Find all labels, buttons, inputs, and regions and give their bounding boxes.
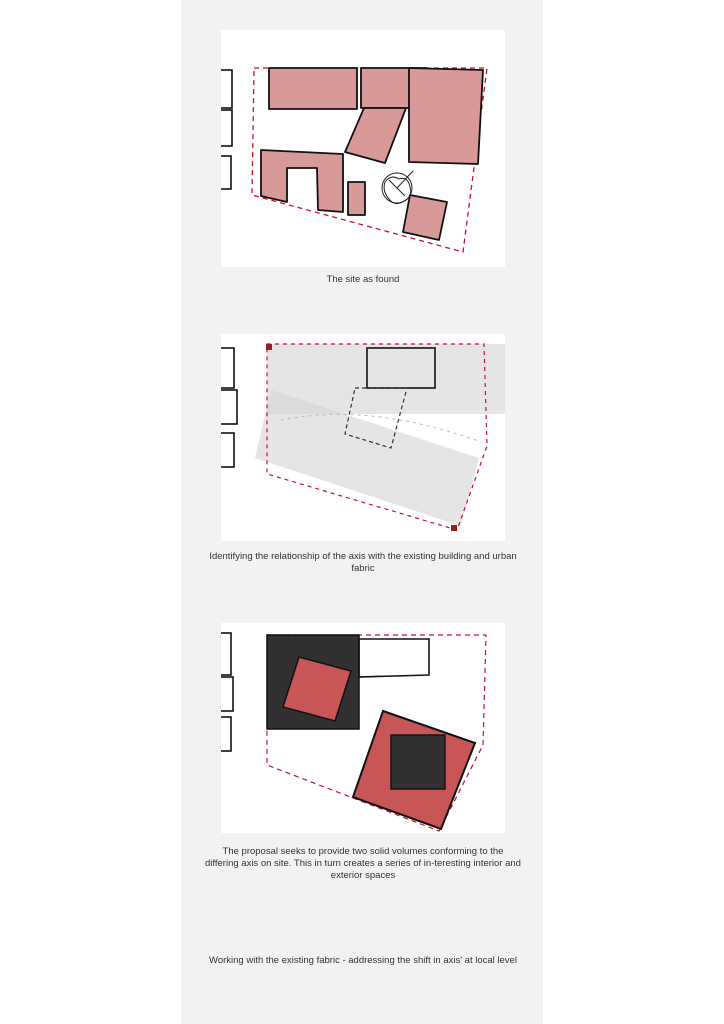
axis-relationship-diagram	[221, 334, 505, 541]
neighbour-building	[221, 70, 232, 108]
neighbour-building	[221, 110, 232, 146]
neighbour-building	[221, 677, 233, 711]
tree-icon	[382, 171, 413, 204]
existing-building	[403, 195, 447, 240]
existing-building	[269, 68, 357, 109]
existing-building	[348, 182, 365, 215]
axis-marker	[451, 525, 457, 531]
existing-building	[261, 150, 343, 212]
neighbour-building	[221, 633, 231, 675]
caption-axis-relationship: Identifying the relationship of the axis with the existing building and urban fabric	[209, 551, 517, 574]
existing-building-outline	[359, 639, 429, 677]
caption-site-as-found: The site as found	[326, 274, 400, 285]
proposal-volumes-diagram	[221, 623, 505, 833]
neighbour-building	[221, 433, 234, 467]
existing-building	[345, 108, 406, 163]
site-as-found-diagram	[221, 30, 505, 267]
neighbour-building	[221, 156, 231, 189]
neighbour-building	[221, 390, 237, 424]
neighbour-building	[221, 348, 234, 388]
dark-inner-volume	[391, 735, 445, 789]
axis-marker	[266, 344, 272, 350]
summary-text: Working with the existing fabric - addressing the shift in axis' at local level	[209, 955, 517, 966]
neighbour-building	[221, 717, 231, 751]
existing-building	[409, 68, 483, 164]
caption-proposal-volumes: The proposal seeks to provide two solid volumes conforming to the differing axis on site. This in turn creates a series of in-teresting interior and exterior spaces	[205, 846, 521, 881]
